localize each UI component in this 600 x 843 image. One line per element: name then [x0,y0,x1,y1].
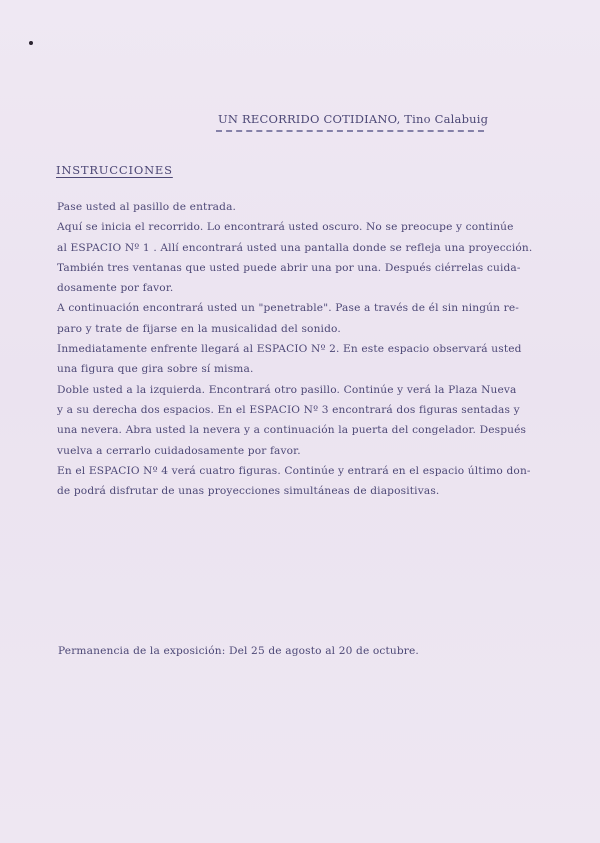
text-line: A continuación encontrará usted un "penetrable". Pase a través de él sin ningún re- [57,302,519,315]
section-heading: INSTRUCCIONES [56,163,173,177]
text-line: dosamente por favor. [57,282,174,295]
document-title: UN RECORRIDO COTIDIANO, Tino Calabuig [218,112,489,126]
title-underline [216,130,484,132]
text-line: de podrá disfrutar de unas proyecciones simultáneas de diapositivas. [57,485,440,498]
text-line: Pase usted al pasillo de entrada. [57,201,237,213]
ink-spot [29,41,33,45]
text-line: Doble usted a la izquierda. Encontrará otro pasillo. Continúe y verá la Plaza Nueva [57,383,517,396]
text-line: al ESPACIO Nº 1 . Allí encontrará usted una pantalla donde se refleja una proyección. [57,241,533,254]
text-line: vuelva a cerrarlo cuidadosamente por favor. [57,444,301,457]
text-line: una nevera. Abra usted la nevera y a continuación la puerta del congelador. Después [57,424,527,437]
exhibition-dates: Permanencia de la exposición: Del 25 de agosto al 20 de octubre. [58,645,419,657]
text-line: Inmediatamente enfrente llegará al ESPACIO Nº 2. En este espacio observará usted [57,343,522,356]
text-line: paro y trate de fijarse en la musicalidad del sonido. [57,322,341,335]
text-line: una figura que gira sobre sí misma. [57,363,254,376]
text-line: En el ESPACIO Nº 4 verá cuatro figuras. Continúe y entrará en el espacio último don- [57,464,531,477]
instructions-body [57,197,577,501]
text-line: Aquí se inicia el recorrido. Lo encontrará usted oscuro. No se preocupe y continúe [57,221,514,234]
text-line: También tres ventanas que usted puede abrir una por una. Después ciérrelas cuida- [57,261,521,274]
text-line: y a su derecha dos espacios. En el ESPACIO Nº 3 encontrará dos figuras sentadas y [57,403,520,416]
